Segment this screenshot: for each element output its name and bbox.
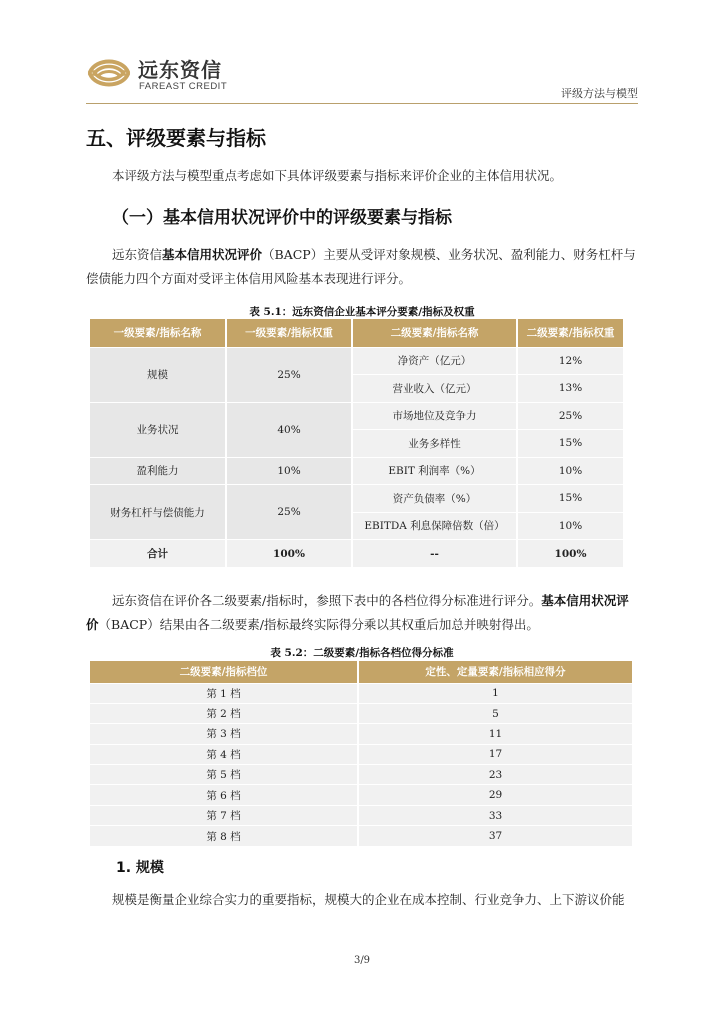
doc-title: 评级方法与模型: [561, 87, 638, 100]
level2-weight: 15%: [517, 485, 623, 513]
tier-label: 第 7 档: [90, 805, 358, 825]
level2-weight: 10%: [517, 457, 623, 485]
scoring-text-2: （BACP）结果由各二级要素/指标最终实际得分乘以其权重后加总并映射得出。: [98, 617, 539, 632]
level2-name: 营业收入（亿元）: [352, 375, 517, 403]
bacp-bold: 基本信用状况评价: [162, 247, 263, 262]
table1-caption: 表 5.1：远东资信企业基本评分要素/指标及权重: [249, 306, 475, 318]
total-weight2: 100%: [517, 540, 623, 568]
column-header: 二级要素/指标权重: [517, 319, 623, 347]
tier-score: 11: [358, 724, 632, 744]
level2-name: EBITDA 利息保障倍数（倍）: [352, 512, 517, 540]
header-divider: [86, 103, 638, 104]
intro-paragraph: 本评级方法与模型重点考虑如下具体评级要素与指标来评价企业的主体信用状况。: [112, 168, 563, 183]
total-weight1: 100%: [226, 540, 352, 568]
weights-table: [90, 319, 623, 567]
bacp-paragraph: [86, 243, 638, 291]
level1-name: 业务状况: [90, 402, 226, 457]
table-row: [90, 485, 623, 513]
tier-label: 第 2 档: [90, 703, 358, 723]
level1-name: 规模: [90, 347, 226, 402]
tier-label: 第 1 档: [90, 683, 358, 703]
table-row: [90, 457, 623, 485]
column-header: 定性、定量要素/指标相应得分: [358, 661, 632, 683]
table-row: [90, 805, 632, 825]
tier-label: 第 5 档: [90, 765, 358, 785]
level2-name: 净资产（亿元）: [352, 347, 517, 375]
tier-label: 第 6 档: [90, 785, 358, 805]
table-total-row: [90, 540, 623, 568]
level2-weight: 12%: [517, 347, 623, 375]
table-row: [90, 402, 623, 430]
level1-name: 财务杠杆与偿债能力: [90, 485, 226, 540]
column-header: 一级要素/指标权重: [226, 319, 352, 347]
table-row: [90, 785, 632, 805]
table-row: [90, 744, 632, 764]
table-row: [90, 703, 632, 723]
level1-weight: 40%: [226, 402, 352, 457]
level2-weight: 13%: [517, 375, 623, 403]
brand-logo: [86, 50, 226, 96]
scoring-bold: 基本信用状况评价: [86, 593, 629, 632]
brand-name-cn: 远东资信: [138, 58, 222, 82]
table-row: [90, 683, 632, 703]
level2-name: 资产负债率（%）: [352, 485, 517, 513]
tier-score: 23: [358, 765, 632, 785]
table-row: [90, 347, 623, 375]
scoring-paragraph: [86, 589, 638, 637]
tier-score: 29: [358, 785, 632, 805]
table2-caption: 表 5.2：二级要素/指标各档位得分标准: [270, 647, 454, 659]
table-header-row: [90, 661, 632, 683]
table-row: [90, 826, 632, 846]
level2-weight: 10%: [517, 512, 623, 540]
section-title: 五、评级要素与指标: [86, 126, 266, 150]
level2-weight: 25%: [517, 402, 623, 430]
subsection-title: （一）基本信用状况评价中的评级要素与指标: [112, 208, 452, 228]
bacp-text-1: 远东资信: [112, 247, 163, 262]
tier-score: 33: [358, 805, 632, 825]
total-name2: --: [352, 540, 517, 568]
table-header-row: [90, 319, 623, 347]
brand-name-en: FAREAST CREDIT: [139, 81, 228, 92]
tier-label: 第 3 档: [90, 724, 358, 744]
level1-weight: 10%: [226, 457, 352, 485]
page-number: 3/9: [353, 955, 371, 966]
scoring-text-1: 远东资信在评价各二级要素/指标时，参照下表中的各档位得分标准进行评分。: [112, 593, 542, 608]
table-row: [90, 765, 632, 785]
level1-weight: 25%: [226, 347, 352, 402]
tier-label: 第 8 档: [90, 826, 358, 846]
bacp-text-2: （BACP）主要从受评对象规模、业务状况、盈利能力、财务杠杆与偿债能力四个方面对受评主体信用风险基本表现进行评分。: [86, 247, 636, 286]
scale-paragraph: 规模是衡量企业综合实力的重要指标，规模大的企业在成本控制、行业竞争力、上下游议价能: [112, 892, 625, 907]
tier-score: 5: [358, 703, 632, 723]
page-header: [0, 0, 724, 106]
table-row: [90, 724, 632, 744]
tier-score: 1: [358, 683, 632, 703]
level1-name: 盈利能力: [90, 457, 226, 485]
scale-heading: 1. 规模: [116, 860, 164, 876]
level2-name: 业务多样性: [352, 430, 517, 458]
tier-score: 17: [358, 744, 632, 764]
column-header: 二级要素/指标名称: [352, 319, 517, 347]
column-header: 一级要素/指标名称: [90, 319, 226, 347]
level2-name: 市场地位及竞争力: [352, 402, 517, 430]
level2-weight: 15%: [517, 430, 623, 458]
tier-label: 第 4 档: [90, 744, 358, 764]
level1-weight: 25%: [226, 485, 352, 540]
fareast-logo-icon: [86, 50, 132, 96]
score-table: [90, 661, 632, 846]
level2-name: EBIT 利润率（%）: [352, 457, 517, 485]
total-label: 合计: [90, 540, 226, 568]
tier-score: 37: [358, 826, 632, 846]
column-header: 二级要素/指标档位: [90, 661, 358, 683]
